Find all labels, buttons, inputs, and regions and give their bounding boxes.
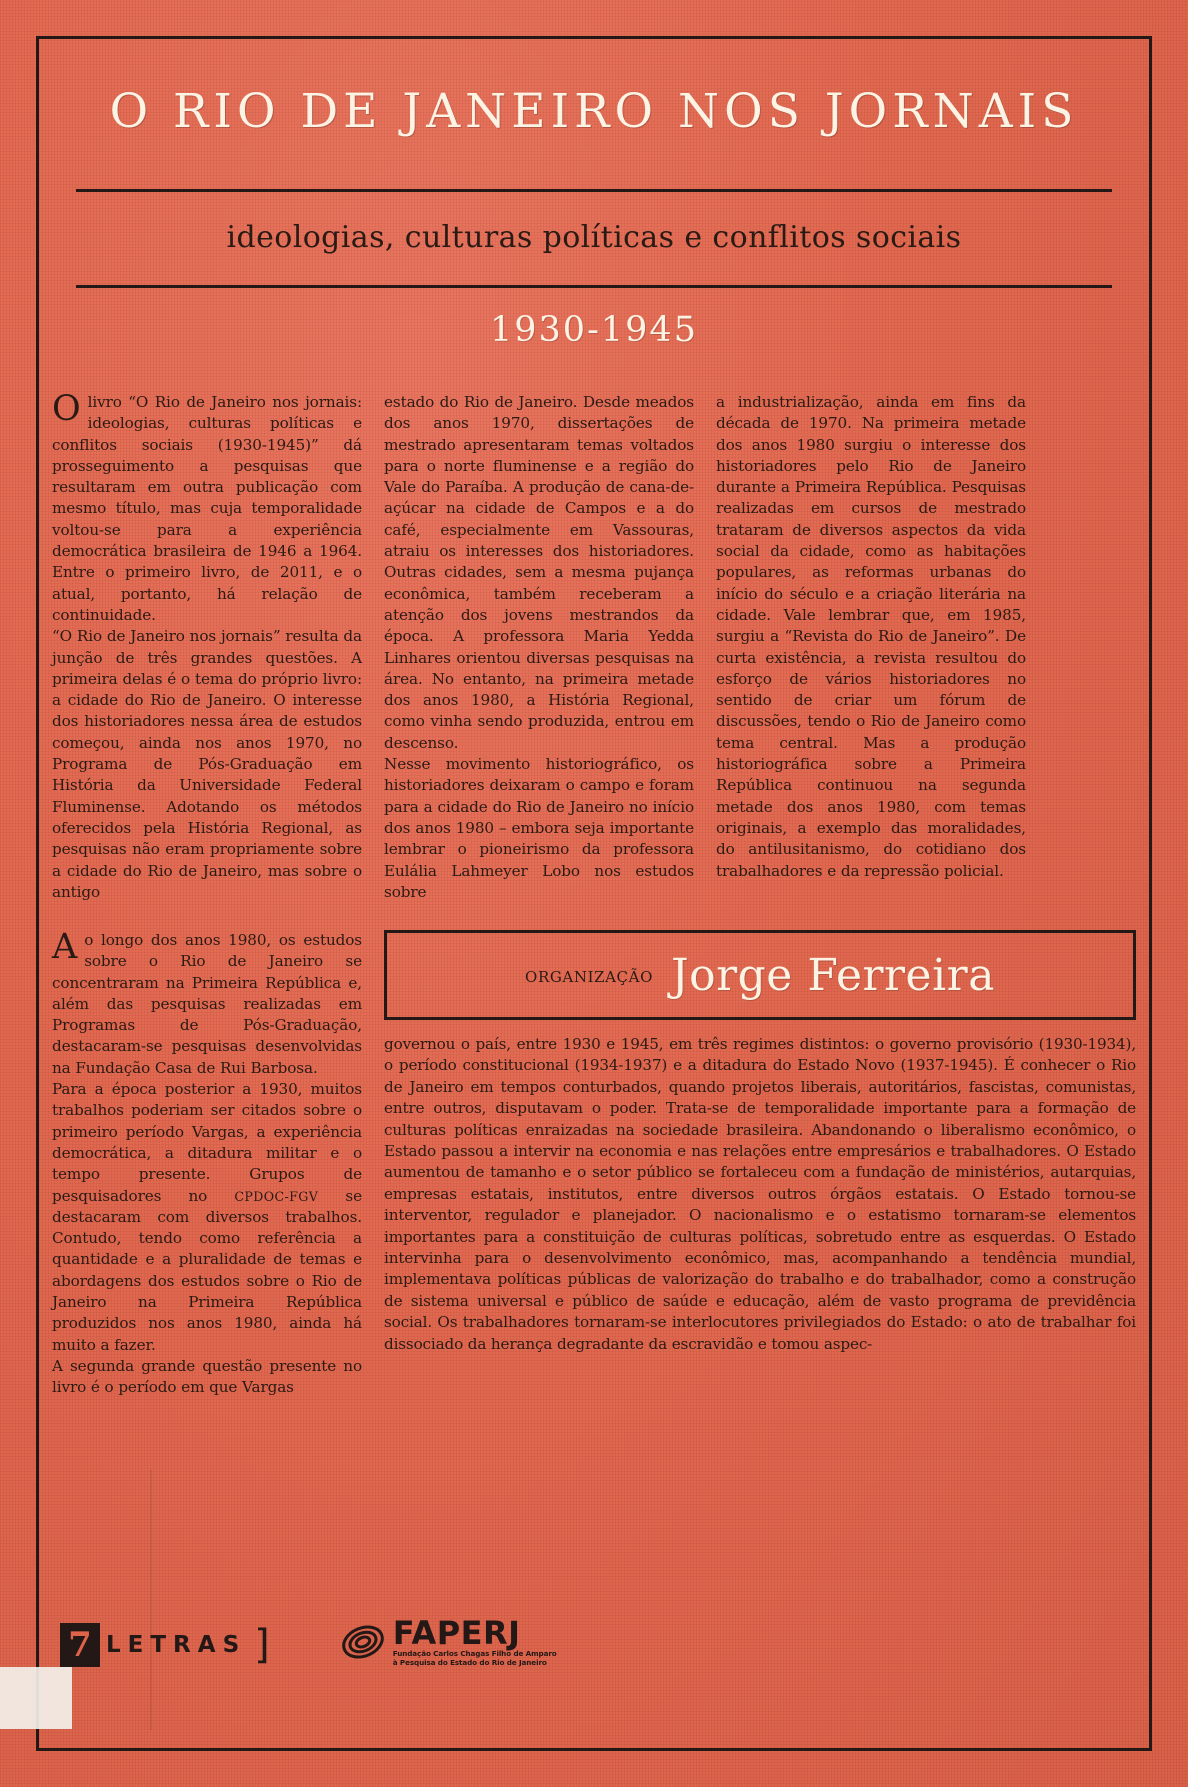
bracket-icon: ] xyxy=(254,1622,270,1668)
scan-artifact-corner xyxy=(0,1667,72,1729)
subtitle: ideologias, culturas políticas e conflitos sociais xyxy=(226,220,962,255)
organization-and-text xyxy=(384,930,1136,1399)
blurb-paragraph: governou o país, entre 1930 e 1945, em três regimes distintos: o governo provisório (1930-1934), o período constitucional (1934-1937) e a ditadura do Estado Novo (1937-1945). É conhecer o Rio de Janeiro em tempos conturbados, quando projetos liberais, autoritários, fascistas, comunistas, entre outros, disputavam o poder. Trata-se de temporalidade importante para a formação de culturas políticas enraizadas na sociedade brasileira. Abandonando o liberalismo econômico, o Estado passou a intervir na economia e nas relações entre empresários e trabalhadores. O Estado aumentou de tamanho e o setor público se fortaleceu com a fundação de ministérios, autarquias, empresas estatais, institutos, entre diversos outros órgãos estatais. O Estado tornou-se interventor, regulador e planejador. O nacionalismo e o estatismo tornaram-se elementos importantes para a constituição de culturas políticas, sobretudo entre as esquerdas. O Estado intervinha para o desenvolvimento econômico, mas, acompanhando a tendência mundial, implementava políticas públicas de valorização do trabalho e do trabalhador, como a construção de sistema universal e público de saúde e educação, além de vasto programa de previdência social. Os trabalhadores tornaram-se interlocutores privilegiados do Estado: o ato de trabalhar foi dissociado da herança degradante da escravidão e tomou aspec- xyxy=(384,1035,1136,1353)
blurb-column-lower-left xyxy=(52,927,362,1399)
blurb-paragraph: A segunda grande questão presente no livro é o período em que Vargas xyxy=(52,1356,362,1397)
acronym-cpdoc-fgv: CPDOC-FGV xyxy=(234,1188,319,1204)
blurb-paragraph: Olivro “O Rio de Janeiro nos jornais: ideologias, culturas políticas e conflitos sociais (1930-1945)” dá prosseguimento a pesquisas que resultaram em outra publicação com mesmo título, mas cuja temporalidade voltou-se para a experiência democrática brasileira de 1946 a 1964. Entre o primeiro livro, de 2011, e o atual, portanto, há relação de continuidade. xyxy=(52,389,362,624)
blurb-paragraph: Nesse movimento historiográfico, os historiadores deixaram o campo e foram para a cidade do Rio de Janeiro no início dos anos 1980 – embora seja importante lembrar o pioneirismo da professora Eulália Lahmeyer Lobo nos estudos sobre xyxy=(384,755,694,901)
blurb-column-3 xyxy=(716,392,1026,903)
blurb-text-run: Para a época posterior a 1930, muitos trabalhos poderiam ser citados sobre o primeiro período Vargas, a experiência democrática, a ditadura militar e o tempo presente. Grupos de pesquisadores no xyxy=(52,1080,362,1205)
blurb-paragraph: Ao longo dos anos 1980, os estudos sobre o Rio de Janeiro se concentraram na Primeira República e, além das pesquisas realizadas em Programas de Pós-Graduação, destacaram-se pesquisas desenvolvidas na Fundação Casa de Rui Barbosa. xyxy=(52,927,362,1077)
publisher-name: LETRAS xyxy=(106,1632,247,1658)
title-block xyxy=(76,84,1112,350)
scan-artifact-crease xyxy=(150,1470,152,1730)
page-title: O RIO DE JANEIRO NOS JORNAIS xyxy=(109,84,1079,139)
spiral-swirl-icon xyxy=(340,1621,386,1663)
organization-label: organização xyxy=(525,963,653,987)
publisher-logo-7letras xyxy=(60,1623,270,1667)
logo-row xyxy=(60,1614,557,1668)
blurb-text-run: se destacaram com diversos trabalhos. Contudo, tendo como referência a quantidade e a pluralidade de temas e abordagens dos estudos sobre o Rio de Janeiro na Primeira República produzidos nos anos 1980, ainda há muito a fazer. xyxy=(52,1186,362,1354)
lower-section xyxy=(52,927,1136,1399)
funder-text xyxy=(392,1614,557,1667)
funder-subtitle-line-1: Fundação Carlos Chagas Filho de Amparo xyxy=(392,1649,557,1658)
funder-logo-faperj xyxy=(340,1614,557,1667)
blurb-column-2 xyxy=(384,392,694,903)
organization-editor-name: Jorge Ferreira xyxy=(670,949,995,1001)
blurb-paragraph xyxy=(52,1079,362,1356)
blurb-paragraph: “O Rio de Janeiro nos jornais” resulta da junção de três grandes questões. A primeira delas é o tema do próprio livro: a cidade do Rio de Janeiro. O interesse dos historiadores nessa área de estudos começou, ainda nos anos 1970, no Programa de Pós-Graduação em História da Universidade Federal Fluminense. Adotando os métodos oferecidos pela História Regional, as pesquisas não eram propriamente sobre a cidade do Rio de Janeiro, mas sobre o antigo xyxy=(52,627,362,901)
blurb-paragraph: estado do Rio de Janeiro. Desde meados dos anos 1970, dissertações de mestrado apresentaram temas voltados para o norte fluminense e a região do Vale do Paraíba. A produção de cana-de-açúcar na cidade de Campos e a do café, especialmente em Vassouras, atraiu os interesses dos historiadores. Outras cidades, sem a mesma pujança econômica, também receberam a atenção dos jovens mestrandos da época. A professora Maria Yedda Linhares orientou diversas pesquisas na área. No entanto, na primeira metade dos anos 1980, a História Regional, como vinha sendo produzida, entrou em descenso. xyxy=(384,393,694,752)
funder-name: FAPERJ xyxy=(392,1614,521,1652)
year-range: 1930-1945 xyxy=(490,310,698,350)
organization-box xyxy=(384,930,1136,1020)
seven-numeral-icon: 7 xyxy=(60,1623,100,1667)
blurb-paragraph: a industrialização, ainda em fins da década de 1970. Na primeira metade dos anos 1980 surgiu o interesse dos historiadores pelo Rio de Janeiro durante a Primeira República. Pesquisas realizadas em cursos de mestrado trataram de diversos aspectos da vida social da cidade, como as habitações populares, as reformas urbanas do início do século e a criação literária na cidade. Vale lembrar que, em 1985, surgiu a “Revista do Rio de Janeiro”. De curta existência, a revista resultou do esforço de vários historiadores no sentido de criar um fórum de discussões, tendo o Rio de Janeiro como tema central. Mas a produção historiográfica sobre a Primeira República continuou na segunda metade dos anos 1980, com temas originais, a exemplo das moralidades, do antilusitanismo, do cotidiano dos trabalhadores e da repressão policial. xyxy=(716,393,1026,880)
funder-subtitle-line-2: à Pesquisa do Estado do Rio de Janeiro xyxy=(392,1658,547,1667)
blurb-columns xyxy=(52,389,1136,903)
blurb-column-1 xyxy=(52,389,362,903)
